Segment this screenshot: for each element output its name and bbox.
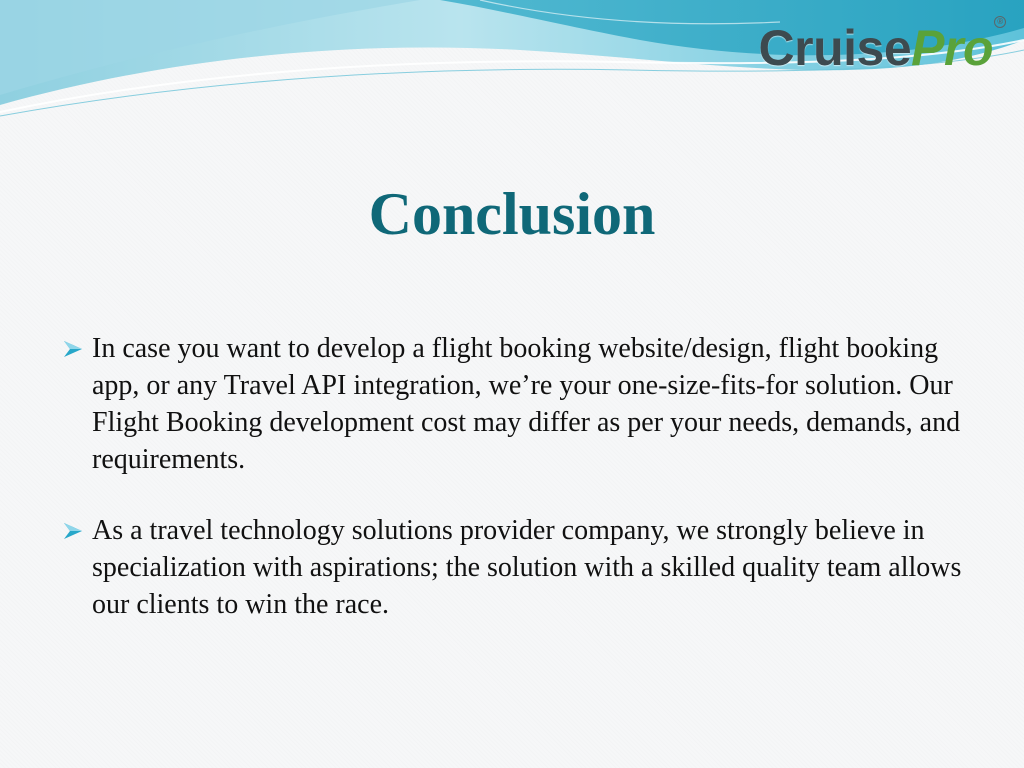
- slide-title: Conclusion: [368, 181, 656, 247]
- logo-text-cruise: Cruise: [758, 20, 912, 76]
- bullet-item: [62, 512, 962, 623]
- arrowhead-bullet-icon: [62, 521, 84, 541]
- bullet-item: [62, 330, 962, 478]
- cruisepro-logo: [759, 18, 1006, 78]
- bullet-list: [62, 330, 962, 657]
- logo-text-pro: Pro: [911, 20, 993, 76]
- bullet-text: As a travel technology solutions provider company, we strongly believe in specialization with aspirations; the solution with a skilled quality team allows our clients to win the race.: [92, 515, 962, 620]
- registered-mark: ®: [994, 16, 1006, 28]
- bullet-text: In case you want to develop a flight booking website/design, flight booking app, or any Travel API integration, we’re your one-size-fits-for solution. Our Flight Booking development cost may differ as per your needs, demands, and requirements.: [92, 333, 961, 475]
- arrowhead-bullet-icon: [62, 339, 84, 359]
